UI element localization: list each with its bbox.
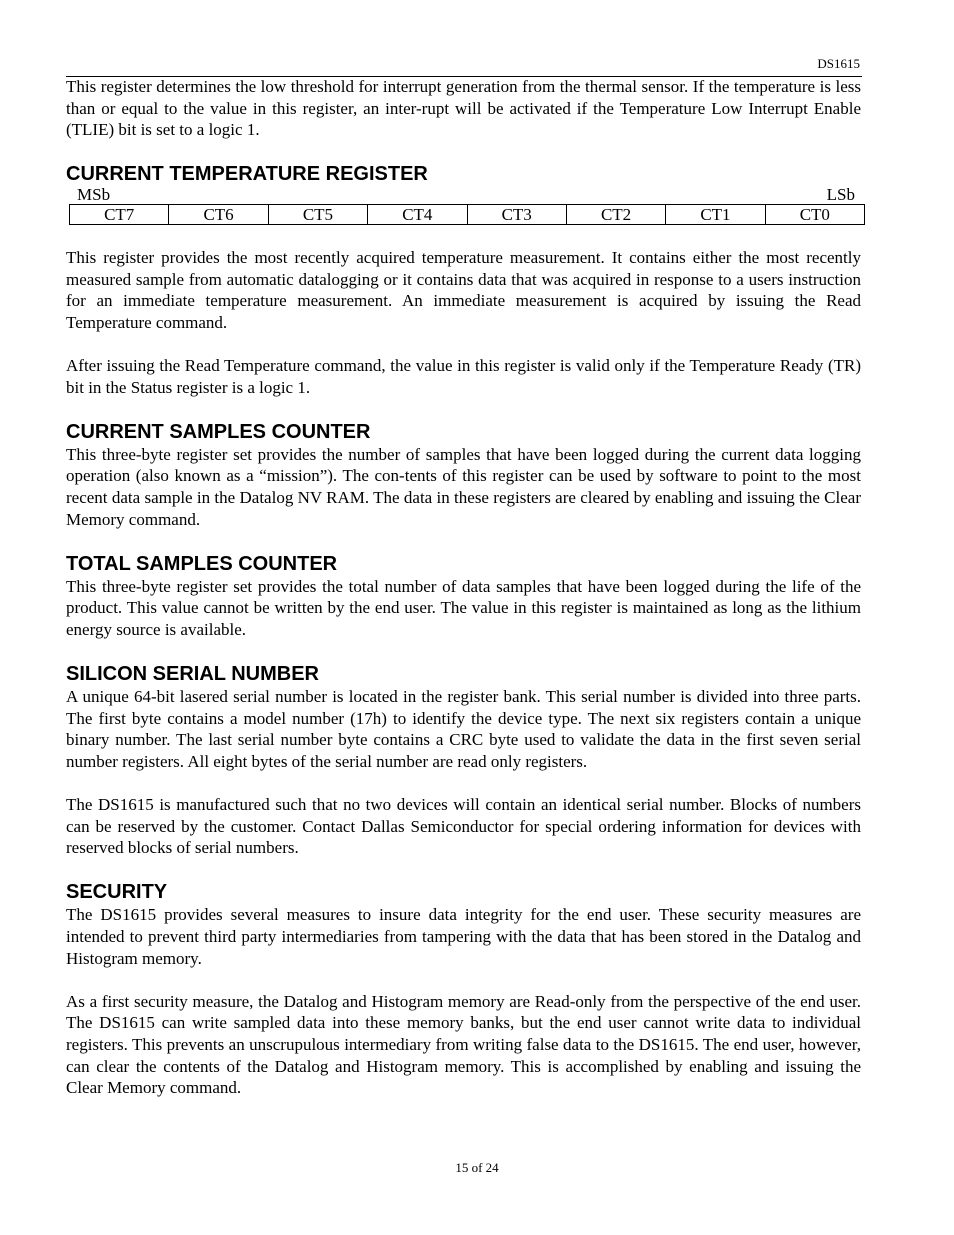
- register-bit-cell: CT7: [70, 205, 169, 225]
- current-temperature-heading: CURRENT TEMPERATURE REGISTER: [66, 163, 428, 186]
- current-temperature-register-table: [69, 204, 865, 225]
- page-number: 15 of 24: [455, 1160, 499, 1175]
- register-bit-row: [70, 205, 865, 225]
- part-number: DS1615: [817, 56, 860, 71]
- total-samples-heading: TOTAL SAMPLES COUNTER: [66, 552, 338, 575]
- lsb-label: LSb: [826, 185, 855, 205]
- total-samples-paragraph: This three-byte register set provides the total number of data samples that have been logged during the life of the product. This value cannot be written by the end user. The value in this register is maintained as long as the lithium energy source is available.: [66, 576, 861, 639]
- intro-paragraph: This register determines the low threshold for interrupt generation from the thermal sensor. If the temperature is less than or equal to the value in this register, an inter-rupt will be activated if the Temperature Low Interrupt Enable (TLIE) bit is set to a logic 1.: [66, 77, 861, 140]
- current-samples-paragraph: This three-byte register set provides the number of samples that have been logged during the current data logging operation (also known as a “mission”). The con-tents of this register can be used by software to point to the most recent data sample in the Datalog NV RAM. The data in these registers are cleared by enabling and issuing the Clear Memory command.: [66, 444, 861, 529]
- serial-number-paragraph-1: A unique 64-bit lasered serial number is located in the register bank. This serial number is divided into three parts. The first byte contains a model number (17h) to identify the device type. The next six registers contain a unique binary number. The last serial number byte contains a CRC byte used to validate the data in the first seven serial number registers. All eight bytes of the serial number are read only registers.: [66, 687, 861, 771]
- bit-order-labels: [66, 186, 861, 204]
- register-bit-cell: CT2: [566, 205, 665, 225]
- current-temperature-paragraph-1: This register provides the most recently acquired temperature measurement. It contains either the most recently measured sample from automatic datalogging or it contains data that was acquired in response to a users instruction for an immediate temperature measurement. An immediate measurement is acquired by issuing the Read Temperature command.: [66, 247, 861, 332]
- current-temperature-paragraph-2: After issuing the Read Temperature command, the value in this register is valid only if the Temperature Ready (TR) bit in the Status register is a logic 1.: [66, 355, 861, 397]
- msb-label: MSb: [77, 185, 111, 205]
- security-paragraph-2: As a first security measure, the Datalog and Histogram memory are Read-only from the perspective of the end user. The DS1615 can write sampled data into these memory banks, but the end user cannot write data to individual registers. This prevents an unscrupulous intermediary from writing false data to the DS1615. The end user, however, can clear the contents of the Datalog and Histogram memory. This is accomplished by enabling and issuing the Clear Memory command.: [66, 991, 861, 1098]
- page-content: [66, 76, 861, 1099]
- serial-number-heading: SILICON SERIAL NUMBER: [66, 663, 319, 686]
- register-bit-cell: CT6: [169, 205, 268, 225]
- current-samples-heading: CURRENT SAMPLES COUNTER: [66, 420, 371, 443]
- register-bit-cell: CT5: [268, 205, 367, 225]
- register-bit-cell: CT3: [467, 205, 566, 225]
- security-paragraph-1: The DS1615 provides several measures to insure data integrity for the end user. These security measures are intended to prevent third party intermediaries from tampering with the data that has been stored in the Datalog and Histogram memory.: [66, 905, 861, 968]
- serial-number-paragraph-2: The DS1615 is manufactured such that no two devices will contain an identical serial number. Blocks of numbers can be reserved by the customer. Contact Dallas Semiconductor for special ordering information for devices with reserved blocks of serial numbers.: [66, 795, 861, 858]
- register-bit-cell: CT0: [765, 205, 864, 225]
- register-bit-cell: CT4: [368, 205, 467, 225]
- security-heading: SECURITY: [66, 881, 168, 904]
- register-bit-cell: CT1: [666, 205, 765, 225]
